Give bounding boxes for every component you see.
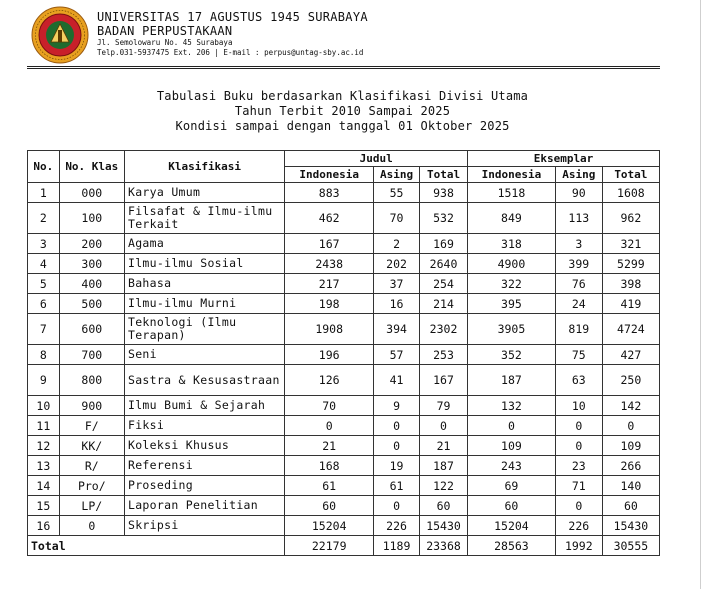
class-number: KK/ [59, 436, 124, 456]
eksemplar-indonesia: 395 [468, 294, 556, 314]
table-row [28, 203, 660, 234]
classification-name: Ilmu Bumi & Sejarah [124, 396, 284, 416]
total-row [28, 536, 660, 556]
judul-total: 253 [420, 345, 468, 365]
eksemplar-indonesia: 3905 [468, 314, 556, 345]
class-number: 300 [59, 254, 124, 274]
judul-total: 167 [420, 365, 468, 396]
row-number: 1 [28, 183, 60, 203]
eksemplar-asing: 0 [555, 416, 602, 436]
judul-asing: 70 [374, 203, 420, 234]
table-row [28, 294, 660, 314]
row-number: 10 [28, 396, 60, 416]
eksemplar-indonesia: 187 [468, 365, 556, 396]
total-eksemplar-total: 30555 [602, 536, 659, 556]
judul-asing: 9 [374, 396, 420, 416]
eksemplar-indonesia: 243 [468, 456, 556, 476]
eksemplar-indonesia: 1518 [468, 183, 556, 203]
table-row [28, 254, 660, 274]
eksemplar-indonesia: 849 [468, 203, 556, 234]
row-number: 11 [28, 416, 60, 436]
eksemplar-asing: 63 [555, 365, 602, 396]
class-number: 200 [59, 234, 124, 254]
eksemplar-asing: 819 [555, 314, 602, 345]
row-number: 5 [28, 274, 60, 294]
judul-total: 532 [420, 203, 468, 234]
total-label: Total [28, 536, 285, 556]
judul-indonesia: 60 [285, 496, 374, 516]
eksemplar-asing: 23 [555, 456, 602, 476]
judul-total: 15430 [420, 516, 468, 536]
judul-asing: 61 [374, 476, 420, 496]
report-title: Tabulasi Buku berdasarkan Klasifikasi Divisi Utama [156, 89, 529, 103]
table-row [28, 516, 660, 536]
eksemplar-total: 0 [602, 416, 659, 436]
eksemplar-total: 398 [602, 274, 659, 294]
classification-name: Teknologi (Ilmu Terapan) [124, 314, 284, 345]
eksemplar-asing: 0 [555, 496, 602, 516]
eksemplar-asing: 3 [555, 234, 602, 254]
eksemplar-total: 15430 [602, 516, 659, 536]
judul-asing: 202 [374, 254, 420, 274]
judul-asing: 0 [374, 416, 420, 436]
eksemplar-asing: 226 [555, 516, 602, 536]
eksemplar-total: 4724 [602, 314, 659, 345]
judul-indonesia: 462 [285, 203, 374, 234]
eksemplar-indonesia: 132 [468, 396, 556, 416]
judul-indonesia: 15204 [285, 516, 374, 536]
class-number: 400 [59, 274, 124, 294]
class-number: 100 [59, 203, 124, 234]
eksemplar-asing: 24 [555, 294, 602, 314]
eksemplar-asing: 75 [555, 345, 602, 365]
classification-name: Agama [124, 234, 284, 254]
table-body [28, 183, 660, 536]
total-judul-indonesia: 22179 [285, 536, 374, 556]
judul-indonesia: 883 [285, 183, 374, 203]
judul-total: 0 [420, 416, 468, 436]
header-judul-asing: Asing [374, 167, 420, 183]
judul-asing: 57 [374, 345, 420, 365]
header-judul-total: Total [420, 167, 468, 183]
judul-total: 938 [420, 183, 468, 203]
report-titles [0, 89, 685, 134]
judul-asing: 226 [374, 516, 420, 536]
table-row [28, 234, 660, 254]
judul-total: 2640 [420, 254, 468, 274]
eksemplar-total: 250 [602, 365, 659, 396]
classification-name: Ilmu-ilmu Murni [124, 294, 284, 314]
judul-asing: 0 [374, 436, 420, 456]
judul-asing: 16 [374, 294, 420, 314]
department-name: BADAN PERPUSTAKAAN [97, 24, 233, 38]
class-number: R/ [59, 456, 124, 476]
class-number: 900 [59, 396, 124, 416]
total-eksemplar-asing: 1992 [555, 536, 602, 556]
classification-name: Bahasa [124, 274, 284, 294]
eksemplar-total: 60 [602, 496, 659, 516]
judul-asing: 37 [374, 274, 420, 294]
judul-indonesia: 61 [285, 476, 374, 496]
judul-total: 60 [420, 496, 468, 516]
eksemplar-indonesia: 322 [468, 274, 556, 294]
header-judul: Judul [285, 151, 468, 167]
row-number: 3 [28, 234, 60, 254]
class-number: 700 [59, 345, 124, 365]
university-seal-icon [31, 6, 89, 64]
classification-name: Karya Umum [124, 183, 284, 203]
eksemplar-indonesia: 69 [468, 476, 556, 496]
table-row [28, 436, 660, 456]
university-name: UNIVERSITAS 17 AGUSTUS 1945 SURABAYA [97, 10, 368, 24]
table-row [28, 416, 660, 436]
table-row [28, 476, 660, 496]
header-judul-indonesia: Indonesia [285, 167, 374, 183]
row-number: 13 [28, 456, 60, 476]
report-condition: Kondisi sampai dengan tanggal 01 Oktober 2025 [175, 119, 510, 133]
eksemplar-asing: 0 [555, 436, 602, 456]
eksemplar-indonesia: 0 [468, 416, 556, 436]
classification-table [27, 150, 660, 556]
judul-total: 2302 [420, 314, 468, 345]
judul-total: 122 [420, 476, 468, 496]
table-row [28, 396, 660, 416]
header-eksemplar-asing: Asing [555, 167, 602, 183]
header-no: No. [28, 151, 60, 183]
table-row [28, 183, 660, 203]
judul-indonesia: 70 [285, 396, 374, 416]
eksemplar-indonesia: 4900 [468, 254, 556, 274]
class-number: 0 [59, 516, 124, 536]
total-eksemplar-indonesia: 28563 [468, 536, 556, 556]
eksemplar-asing: 71 [555, 476, 602, 496]
eksemplar-total: 427 [602, 345, 659, 365]
classification-name: Skripsi [124, 516, 284, 536]
class-number: 000 [59, 183, 124, 203]
row-number: 9 [28, 365, 60, 396]
row-number: 14 [28, 476, 60, 496]
row-number: 2 [28, 203, 60, 234]
eksemplar-indonesia: 60 [468, 496, 556, 516]
header-no-klas: No. Klas [59, 151, 124, 183]
judul-asing: 19 [374, 456, 420, 476]
contact-info: Telp.031-5937475 Ext. 206 | E-mail : perpus@untag-sby.ac.id [97, 48, 364, 57]
eksemplar-total: 962 [602, 203, 659, 234]
row-number: 15 [28, 496, 60, 516]
class-number: 800 [59, 365, 124, 396]
judul-total: 214 [420, 294, 468, 314]
judul-asing: 55 [374, 183, 420, 203]
judul-indonesia: 2438 [285, 254, 374, 274]
table-row [28, 365, 660, 396]
table-row [28, 345, 660, 365]
report-subtitle: Tahun Terbit 2010 Sampai 2025 [234, 104, 451, 118]
judul-asing: 41 [374, 365, 420, 396]
eksemplar-asing: 399 [555, 254, 602, 274]
judul-total: 187 [420, 456, 468, 476]
address: Jl. Semolowaru No. 45 Surabaya [97, 38, 233, 47]
judul-indonesia: 167 [285, 234, 374, 254]
class-number: 500 [59, 294, 124, 314]
class-number: Pro/ [59, 476, 124, 496]
letterhead-rule [27, 66, 660, 67]
classification-name: Seni [124, 345, 284, 365]
classification-name: Filsafat & Ilmu-ilmu Terkait [124, 203, 284, 234]
judul-indonesia: 1908 [285, 314, 374, 345]
judul-indonesia: 126 [285, 365, 374, 396]
judul-total: 21 [420, 436, 468, 456]
classification-name: Ilmu-ilmu Sosial [124, 254, 284, 274]
total-judul-total: 23368 [420, 536, 468, 556]
letterhead-rule [27, 68, 660, 69]
judul-indonesia: 168 [285, 456, 374, 476]
eksemplar-asing: 10 [555, 396, 602, 416]
row-number: 4 [28, 254, 60, 274]
judul-indonesia: 196 [285, 345, 374, 365]
eksemplar-total: 109 [602, 436, 659, 456]
table-row [28, 314, 660, 345]
row-number: 12 [28, 436, 60, 456]
judul-total: 254 [420, 274, 468, 294]
class-number: LP/ [59, 496, 124, 516]
classification-name: Koleksi Khusus [124, 436, 284, 456]
eksemplar-total: 321 [602, 234, 659, 254]
table-row [28, 496, 660, 516]
eksemplar-total: 142 [602, 396, 659, 416]
eksemplar-indonesia: 109 [468, 436, 556, 456]
header-eksemplar: Eksemplar [468, 151, 660, 167]
judul-asing: 394 [374, 314, 420, 345]
total-judul-asing: 1189 [374, 536, 420, 556]
classification-name: Referensi [124, 456, 284, 476]
eksemplar-indonesia: 318 [468, 234, 556, 254]
eksemplar-total: 419 [602, 294, 659, 314]
eksemplar-asing: 113 [555, 203, 602, 234]
judul-total: 79 [420, 396, 468, 416]
judul-total: 169 [420, 234, 468, 254]
row-number: 6 [28, 294, 60, 314]
eksemplar-total: 266 [602, 456, 659, 476]
eksemplar-total: 1608 [602, 183, 659, 203]
judul-asing: 0 [374, 496, 420, 516]
classification-name: Fiksi [124, 416, 284, 436]
row-number: 8 [28, 345, 60, 365]
header-eksemplar-indonesia: Indonesia [468, 167, 556, 183]
judul-indonesia: 217 [285, 274, 374, 294]
judul-indonesia: 21 [285, 436, 374, 456]
eksemplar-indonesia: 352 [468, 345, 556, 365]
eksemplar-asing: 90 [555, 183, 602, 203]
classification-name: Proseding [124, 476, 284, 496]
letterhead [27, 4, 687, 66]
table-row [28, 274, 660, 294]
class-number: 600 [59, 314, 124, 345]
eksemplar-asing: 76 [555, 274, 602, 294]
classification-name: Laporan Penelitian [124, 496, 284, 516]
classification-name: Sastra & Kesusastraan [124, 365, 284, 396]
row-number: 16 [28, 516, 60, 536]
judul-asing: 2 [374, 234, 420, 254]
class-number: F/ [59, 416, 124, 436]
eksemplar-total: 140 [602, 476, 659, 496]
header-eksemplar-total: Total [602, 167, 659, 183]
row-number: 7 [28, 314, 60, 345]
judul-indonesia: 198 [285, 294, 374, 314]
eksemplar-indonesia: 15204 [468, 516, 556, 536]
header-klasifikasi: Klasifikasi [124, 151, 284, 183]
eksemplar-total: 5299 [602, 254, 659, 274]
judul-indonesia: 0 [285, 416, 374, 436]
table-row [28, 456, 660, 476]
